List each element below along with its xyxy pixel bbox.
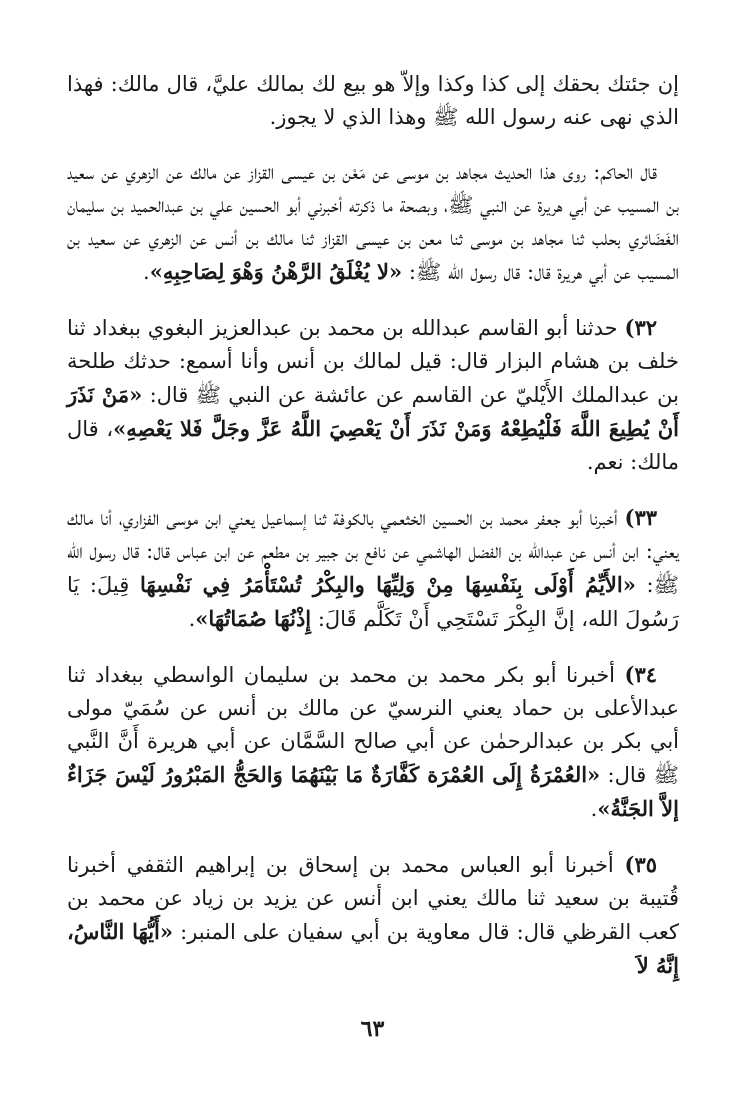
page-number: ٦٣ [360,1016,385,1042]
hadith-number: ٣٥) [624,852,657,877]
paragraph-text [67,658,679,826]
paragraph-text [67,848,679,983]
hadith-number: ٣٣) [624,505,657,530]
hadith-number: ٣٤) [624,662,657,687]
narration-text: أخبرنا أبو بكر محمد بن محمد بن سليمان الواسطي ببغداد ثنا عبدالأعلى بن حماد يعني النرسيّ عن مالك بن أنس عن سُمَيّ مولى أبي بكر بن عبدالرحمٰن عن أبي صالح السَّمَّان عن أبي هريرة أَنَّ النَّبي ﷺ قال: [67,663,679,787]
narration-end: ، قال مالك: نعم. [67,417,679,474]
hadith-text: «أَيُّهَا النَّاسُ، إِنَّهُ لاَ [67,919,679,978]
hadith-entry-34 [67,658,679,826]
hadith-entry-35 [67,848,679,983]
paragraph-text [67,501,679,636]
hadith-entry-32 [67,311,679,479]
hadith-text: «مَنْ نَذَرَ أَنْ يُطِيعَ اللَّهَ فَلْيُطِعْهُ وَمَنْ نَذَرَ أَنْ يَعْصِيَ اللَّهُ عَزَّ وجَلَّ فَلا يَعْصِهِ» [67,382,679,441]
paragraph-text: إن جئتك بحقك إلى كذا وكذا وإلاّ هو بيع لك بمالك عليَّ، قال مالك: فهذا الذي نهى عنه رسول الله ﷺ وهذا الذي لا يجوز. [67,72,679,129]
hadith-text: «الأَيِّمُ أَوْلَى بِنَفْسِهَا مِنْ وَلِيِّهَا والبِكْرُ تُسْتَأْمَرُ فِي نَفْسِهَا [139,572,636,597]
narration-end: . [143,260,150,284]
narration-middle: قِيلَ: يَا رَسُولَ الله، إنَّ البِكْرَ تَسْتَحِي أَنْ تَكَلَّم قَالَ: [67,573,679,631]
narration-end: . [188,607,196,631]
hadith-entry-33 [67,501,679,636]
narration-text: أخبرنا أبو جعفر محمد بن الحسين الخثعمي بالكوفة ثنا إسماعيل يعني ابن موسى الفزاري، أنا مالك يعني: ابن أنس عن عبدالله بن الفضل الهاشمي عن نافع بن جبير بن مطعم عن ابن عباس قال: قال رسول الله ﷺ: [67,506,680,597]
narration-end: . [590,797,598,821]
hadith-text: «لا يُغْلَقُ الرَّهْنُ وَهْوَ لِصَاحِبِهِ» [149,259,403,284]
paragraph-text [67,156,679,289]
paragraph-hakim-comment [67,156,679,289]
hadith-text: «العُمْرَةُ إِلَى العُمْرَة كَفَّارَةٌ مَا بَيْنَهُمَا وَالحَجُّ المَبْرُورُ لَيْسَ جَزَاءٌ إلاَّ الجَنَّةُ» [67,762,679,821]
hadith-number: ٣٢) [624,315,657,340]
hadith-text-continued: إِذْنُهَا صُمَاتُهَا» [195,606,312,631]
paragraph-text [67,311,679,479]
narration-text: قال الحاكم: روى هذا الحديث مجاهد بن موسى عن مَعْن بن عيسى القزاز عن مالك عن الزهري عن سعيد بن المسيب عن أبي هريرة عن النبي ﷺ، وبصحة ما ذكرته أخبرني أبو الحسين علي بن عبدالحميد بن سليمان الغَضَائري بحلب ثنا مجاهد بن موسى ثنا معن بن عيسى القزاز ثنا مالك بن أنس عن الزهري عن سعيد بن المسيب عن أبي هريرة قال: قال رسول الله ﷺ: [67,160,679,284]
narration-text: حدثنا أبو القاسم عبدالله بن محمد بن عبدالعزيز البغوي ببغداد ثنا خلف بن هشام البزار قال: قيل لمالك بن أنس وأنا أسمع: حدثك طلحة بن عبدالملك الأَيْليّ عن القاسم عن عائشة عن النبي ﷺ قال: [67,316,679,407]
page-body [67,68,679,983]
narration-text: أخبرنا أبو العباس محمد بن إسحاق بن إبراهيم الثقفي أخبرنا قُتيبة بن سعيد ثنا مالك يعني ابن أنس عن يزيد بن زياد عن محمد بن كعب القرظي قال: قال معاوية بن أبي سفيان على المنبر: [67,853,680,944]
paragraph-continuation [67,68,679,134]
